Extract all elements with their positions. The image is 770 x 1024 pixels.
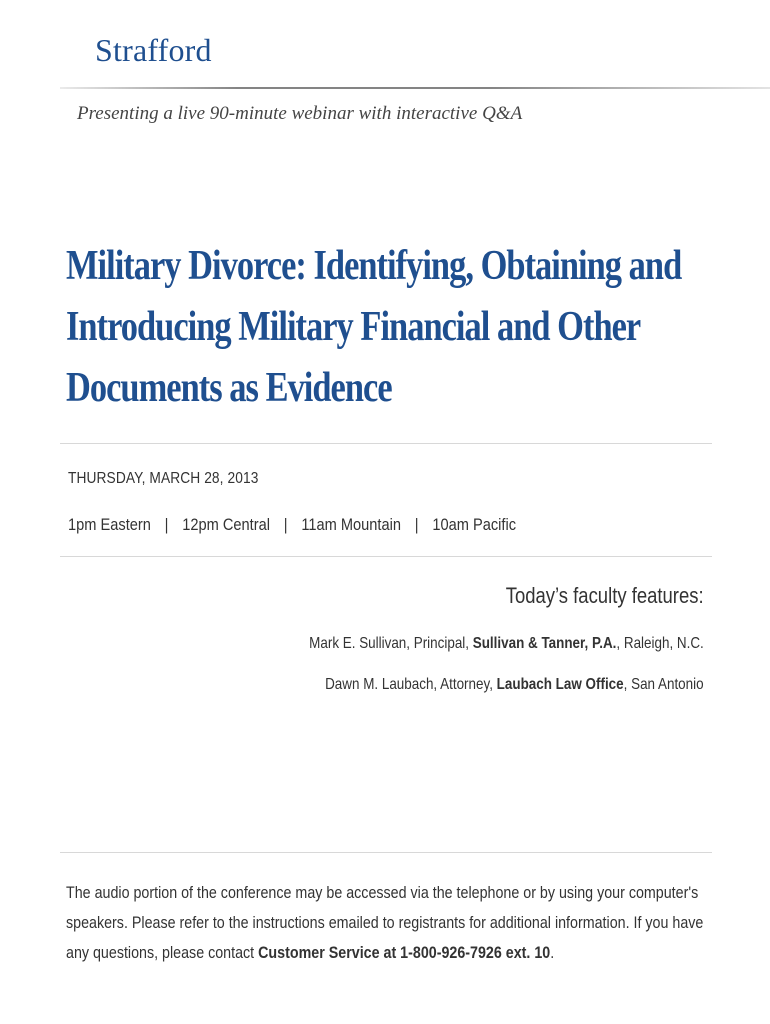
time-separator: | xyxy=(164,515,169,534)
time-central: 12pm Central xyxy=(182,515,270,534)
tagline: Presenting a live 90-minute webinar with interactive Q&A xyxy=(77,103,523,124)
faculty-heading: Today’s faculty features: xyxy=(506,583,704,608)
faculty-firm: Sullivan & Tanner, P.A. xyxy=(472,635,617,652)
faculty-name-role: Dawn M. Laubach, Attorney, xyxy=(325,676,498,693)
webinar-title xyxy=(66,236,682,419)
time-separator: | xyxy=(283,515,288,534)
title-line-1: Military Divorce: Identifying, Obtaining and xyxy=(66,243,682,289)
customer-service-contact: Customer Service at 1-800-926-7926 ext. 10 xyxy=(258,943,551,962)
audio-notice-end: . xyxy=(550,943,555,962)
webinar-times xyxy=(68,515,516,535)
schedule-divider xyxy=(60,556,712,557)
title-divider xyxy=(60,443,712,444)
time-eastern: 1pm Eastern xyxy=(68,515,151,534)
time-mountain: 11am Mountain xyxy=(301,515,402,534)
header-divider xyxy=(60,87,770,89)
time-pacific: 10am Pacific xyxy=(432,515,517,534)
audio-notice xyxy=(66,878,704,968)
strafford-logo: Strafford xyxy=(95,32,212,68)
faculty-location: , San Antonio xyxy=(624,676,704,693)
title-line-2: Introducing Military Financial and Other xyxy=(66,304,641,350)
faculty-member xyxy=(326,676,704,694)
faculty-firm: Laubach Law Office xyxy=(497,676,625,693)
webinar-date: THURSDAY, MARCH 28, 2013 xyxy=(68,470,259,487)
faculty-member xyxy=(309,635,704,653)
time-separator: | xyxy=(414,515,419,534)
faculty-location: , Raleigh, N.C. xyxy=(616,635,704,652)
title-line-3: Documents as Evidence xyxy=(66,365,392,411)
faculty-name-role: Mark E. Sullivan, Principal, xyxy=(309,635,473,652)
audio-divider xyxy=(60,852,712,853)
audio-notice-text: The audio portion of the conference may be accessed via the telephone or by using your computer's speakers. Please refer to the instructions emailed to registrants for additional information. If you have any questions, please contact xyxy=(66,883,704,962)
